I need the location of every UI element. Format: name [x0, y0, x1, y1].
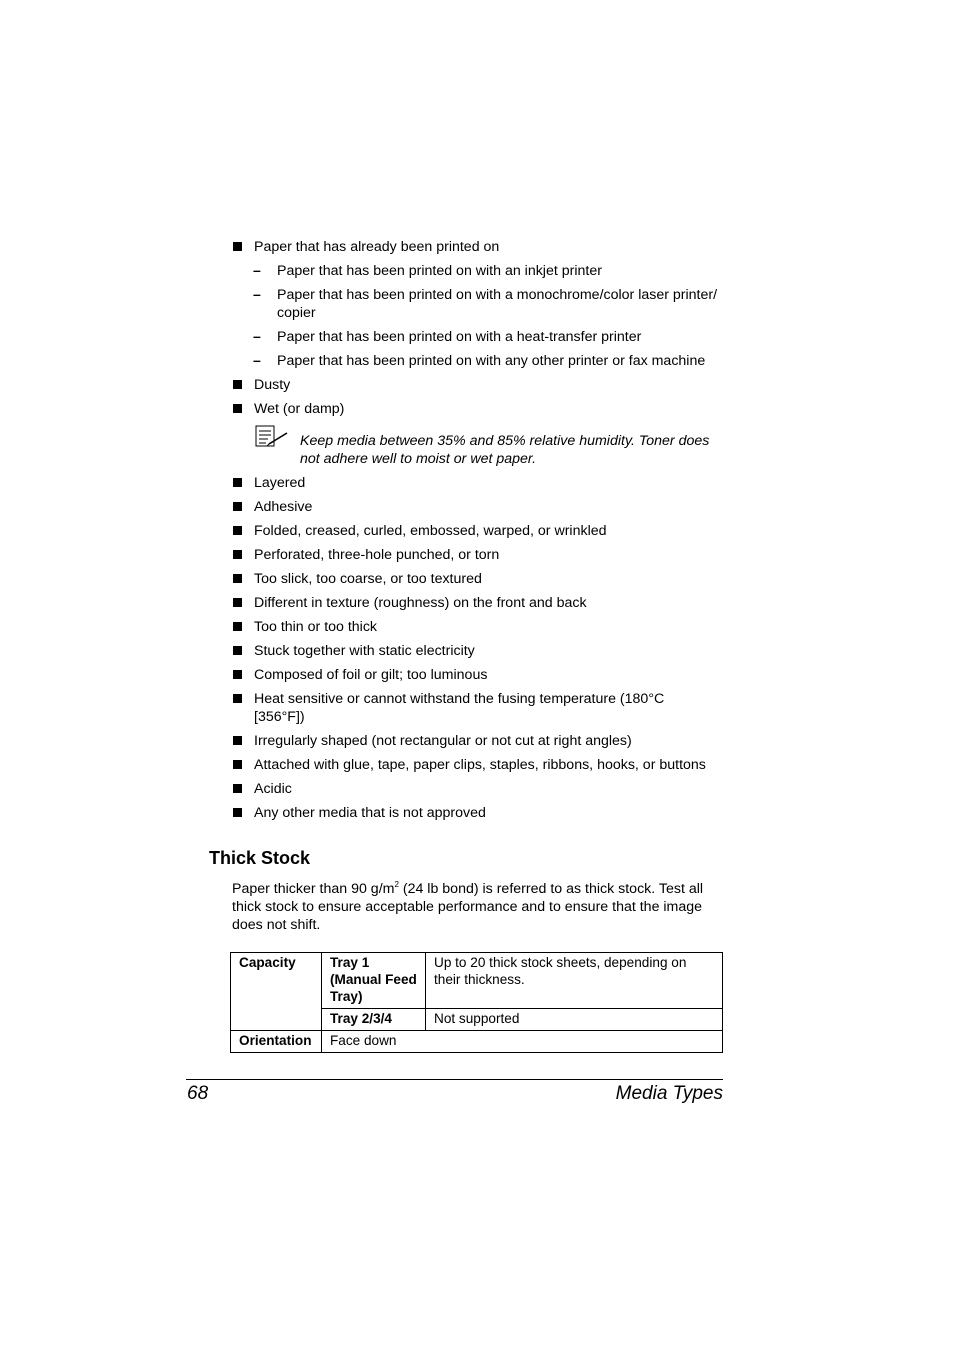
- note-text: Keep media between 35% and 85% relative humidity. Toner does not adhere well to moist or wet paper.: [300, 433, 710, 467]
- dash-marker: –: [253, 286, 261, 302]
- list-item: Irregularly shaped (not rectangular or not cut at right angles): [254, 733, 632, 749]
- bullet-marker: [233, 478, 242, 487]
- list-item: Dusty: [254, 377, 291, 393]
- chapter-title: Media Types: [615, 1083, 723, 1104]
- orientation-label: Orientation: [231, 1031, 322, 1053]
- para-text-before: Paper thicker than 90 g/m: [232, 881, 395, 897]
- list-item: Any other media that is not approved: [254, 805, 486, 821]
- list-item: Stuck together with static electricity: [254, 643, 475, 659]
- list-item: Heat sensitive or cannot withstand the fusing temperature (180°C [356°F]): [254, 691, 665, 725]
- list-item: Too slick, too coarse, or too textured: [254, 571, 482, 587]
- section-paragraph: [232, 880, 724, 934]
- bullet-marker: [233, 808, 242, 817]
- bullet-marker: [233, 760, 242, 769]
- list-item: Wet (or damp): [254, 401, 345, 417]
- bullet-marker: [233, 598, 242, 607]
- bullet-marker: [233, 574, 242, 583]
- table-row: [231, 953, 723, 1009]
- bullet-marker: [233, 242, 242, 251]
- list-item: Too thin or too thick: [254, 619, 378, 635]
- orientation-value: Face down: [322, 1031, 723, 1053]
- bullet-marker: [233, 622, 242, 631]
- bullet-marker: [233, 784, 242, 793]
- dash-marker: –: [253, 262, 261, 278]
- bullet-marker: [233, 404, 242, 413]
- para-superscript: 2: [394, 880, 399, 889]
- tray234-value: Not supported: [426, 1009, 723, 1031]
- bullet-marker: [233, 526, 242, 535]
- bullet-marker: [233, 694, 242, 703]
- tray1-value: Up to 20 thick stock sheets, depending on their thickness.: [426, 953, 723, 1009]
- list-item: Paper that has already been printed on: [254, 239, 500, 255]
- bullet-marker: [233, 550, 242, 559]
- dash-marker: –: [253, 352, 261, 368]
- tray1-label: Tray 1 (Manual Feed Tray): [322, 953, 426, 1009]
- note-icon: [255, 424, 289, 448]
- list-item: Adhesive: [254, 499, 313, 515]
- bullet-marker: [233, 502, 242, 511]
- tray234-label: Tray 2/3/4: [322, 1009, 426, 1031]
- bullet-marker: [233, 380, 242, 389]
- sub-list-item: Paper that has been printed on with an inkjet printer: [277, 263, 602, 279]
- dash-marker: –: [253, 328, 261, 344]
- section-heading: Thick Stock: [209, 848, 311, 868]
- list-item: Attached with glue, tape, paper clips, staples, ribbons, hooks, or buttons: [254, 757, 706, 773]
- para-text-after: (24 lb bond) is referred to as thick stock. Test all thick stock to ensure acceptable performance and to ensure that the image does not shift.: [232, 881, 704, 933]
- list-item: Composed of foil or gilt; too luminous: [254, 667, 488, 683]
- sub-list-item: Paper that has been printed on with a monochrome/color laser printer/ copier: [277, 287, 718, 321]
- list-item: Different in texture (roughness) on the front and back: [254, 595, 587, 611]
- bullet-marker: [233, 670, 242, 679]
- list-item: Folded, creased, curled, embossed, warped, or wrinkled: [254, 523, 607, 539]
- spec-table: [230, 952, 723, 1053]
- sub-list-item: Paper that has been printed on with any other printer or fax machine: [277, 353, 706, 369]
- bullet-marker: [233, 736, 242, 745]
- bullet-marker: [233, 646, 242, 655]
- page-number: 68: [187, 1083, 209, 1104]
- capacity-label: Capacity: [231, 953, 322, 1031]
- footer-rule: [186, 1079, 723, 1080]
- list-item: Layered: [254, 475, 306, 491]
- table-row: [231, 1031, 723, 1053]
- list-item: Acidic: [254, 781, 292, 797]
- list-item: Perforated, three-hole punched, or torn: [254, 547, 500, 563]
- sub-list-item: Paper that has been printed on with a heat-transfer printer: [277, 329, 642, 345]
